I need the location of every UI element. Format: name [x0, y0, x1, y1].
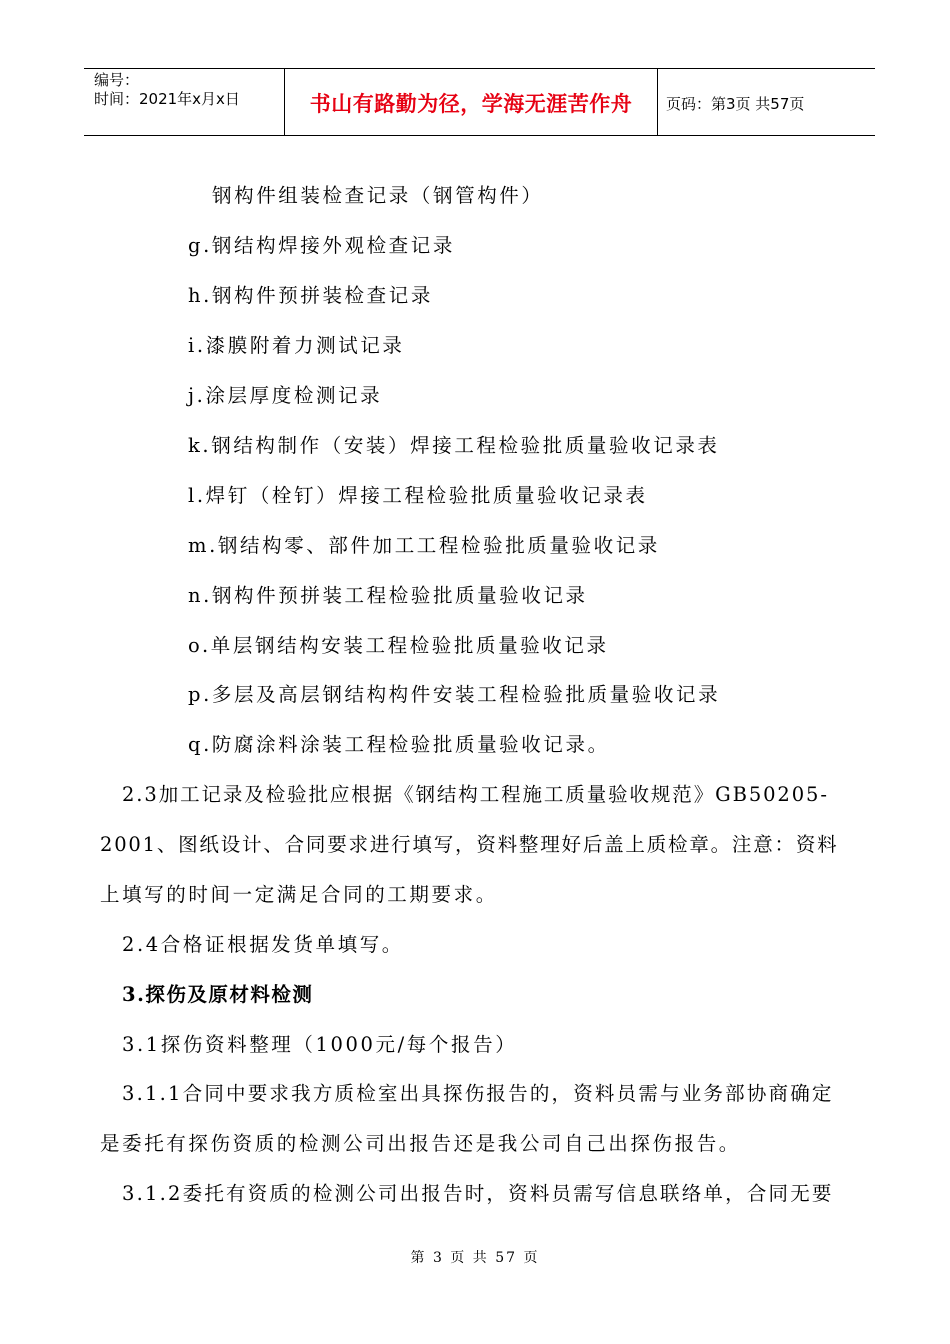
- paragraph-3-1-1-line-1: 3.1.1合同中要求我方质检室出具探伤报告的，资料员需与业务部协商确定: [122, 1082, 834, 1105]
- record-item-m: m.钢结构零、部件加工工程检验批质量验收记录: [188, 534, 660, 557]
- page-footer: 第 3 页 共 57 页: [410, 1250, 540, 1266]
- header-meta-cell: [84, 69, 285, 135]
- record-item-j: j.涂层厚度检测记录: [188, 384, 383, 407]
- record-item-h: h.钢构件预拼装检查记录: [188, 284, 433, 307]
- number-label: 编号：: [94, 71, 140, 89]
- page-label: 页码：第3页 共57页: [666, 94, 805, 113]
- record-item-g: g.钢结构焊接外观检查记录: [188, 234, 455, 257]
- paragraph-3-1-2-line-1: 3.1.2委托有资质的检测公司出报告时，资料员需写信息联络单，合同无要: [122, 1182, 834, 1205]
- paragraph-2-4: 2.4合格证根据发货单填写。: [122, 933, 404, 956]
- record-item-steel-pipe-assembly: 钢构件组装检查记录（钢管构件）: [212, 184, 544, 207]
- paragraph-2-3-line-2: 2001、图纸设计、合同要求进行填写，资料整理好后盖上质检章。注意：资料: [100, 833, 839, 856]
- document-header: [84, 68, 875, 136]
- paragraph-2-3-line-1: 2.3加工记录及检验批应根据《钢结构工程施工质量验收规范》GB50205-: [122, 783, 829, 806]
- motto-text: 书山有路勤为径，学海无涯苦作舟: [309, 92, 633, 116]
- record-item-q: q.防腐涂料涂装工程检验批质量验收记录。: [188, 733, 610, 756]
- time-label: 时间：2021年x月x日: [94, 90, 240, 108]
- record-item-o: o.单层钢结构安装工程检验批质量验收记录: [188, 634, 609, 657]
- paragraph-2-3-line-3: 上填写的时间一定满足合同的工期要求。: [100, 883, 498, 906]
- record-item-k: k.钢结构制作（安装）焊接工程检验批质量验收记录表: [188, 434, 720, 457]
- record-item-p: p.多层及高层钢结构构件安装工程检验批质量验收记录: [188, 683, 721, 706]
- section-heading-3: 3.探伤及原材料检测: [122, 983, 314, 1006]
- record-item-i: i.漆膜附着力测试记录: [188, 334, 405, 357]
- paragraph-3-1-1-line-2: 是委托有探伤资质的检测公司出报告还是我公司自己出探伤报告。: [100, 1132, 741, 1155]
- record-item-l: l.焊钉（栓钉）焊接工程检验批质量验收记录表: [188, 484, 648, 507]
- header-motto-cell: [285, 69, 658, 135]
- header-page-cell: [658, 69, 875, 135]
- subsection-3-1: 3.1探伤资料整理（1000元/每个报告）: [122, 1033, 518, 1056]
- record-item-n: n.钢构件预拼装工程检验批质量验收记录: [188, 584, 588, 607]
